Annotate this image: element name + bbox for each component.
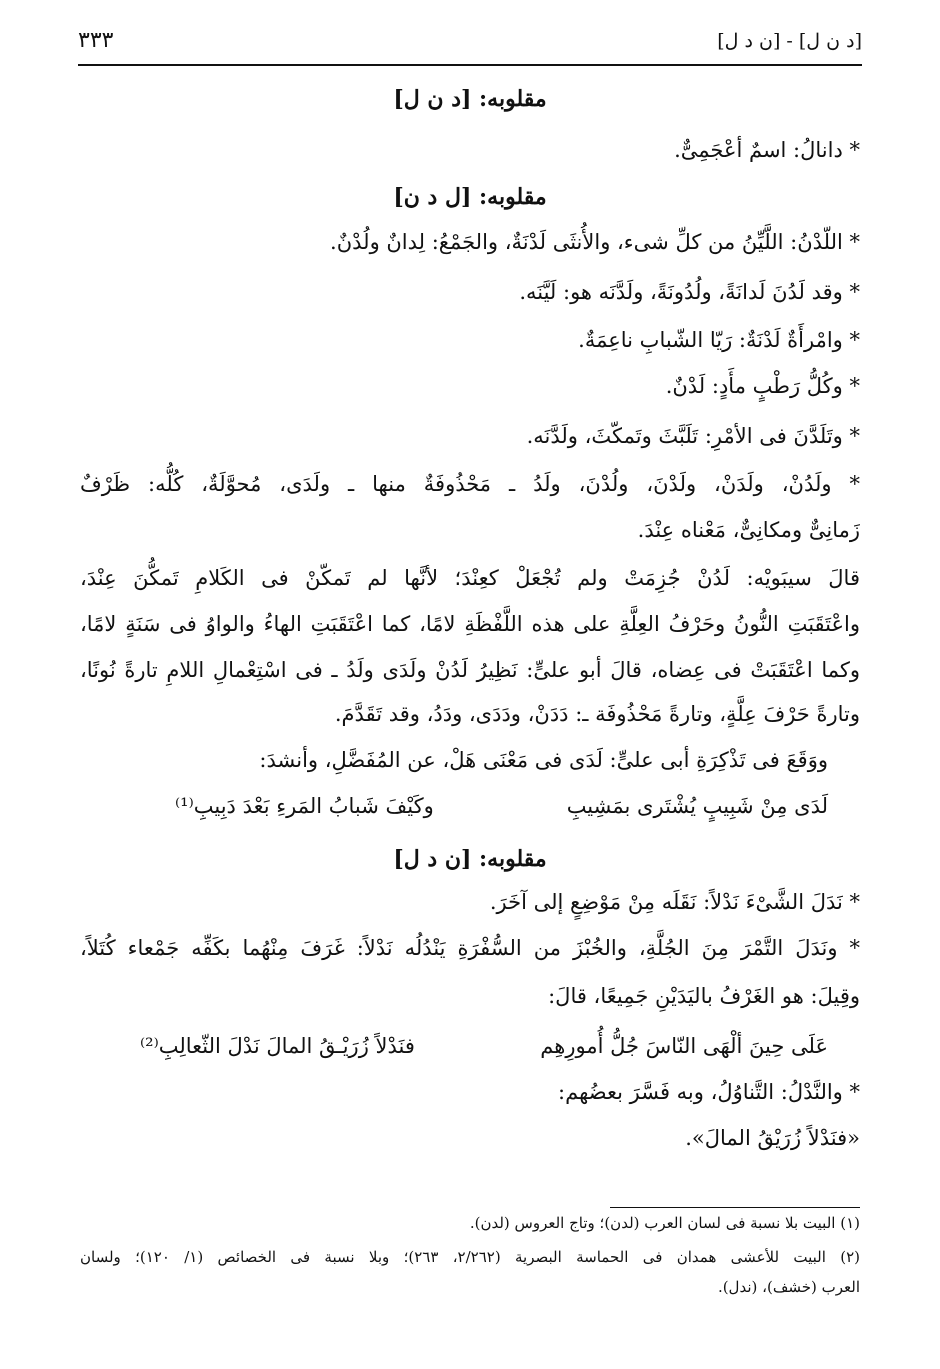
entry-line: * والنَّدْلُ: التَّناوُلُ، وبه فَسَّرَ بعضُهم: bbox=[558, 1080, 860, 1104]
footnote: (١) البيت بلا نسبة فى لسان العرب (لدن)؛ وتاج العروس (لدن). bbox=[469, 1214, 860, 1232]
section-heading: مقلوبه: [ن د ل] bbox=[393, 846, 547, 872]
paragraph-line: وكما اعْتَقَبَتْ فى عِضاه، قالَ أبو علىٍّ: نَظِيرُ لَدُنْ ولَدَى ولَدُ ـ فى اسْتِعْمالِ اللامِ تارةً نُونًا، bbox=[80, 658, 860, 682]
verse-hemistich-second: وكَيْفَ شَبابُ المَرءِ بَعْدَ دَبِيبِ⁽¹⁾ bbox=[175, 794, 434, 818]
verse-hemistich-first: عَلَى حِينَ ألْهَى النّاسَ جُلُّ أُمورِهِم bbox=[540, 1034, 828, 1058]
entry-line: * وامْرأَةٌ لَدْنَةٌ: رَيّا الشّبابِ ناعِمَةٌ. bbox=[578, 328, 860, 352]
section-heading: مقلوبه: [د ن ل] bbox=[393, 86, 547, 112]
entry-line: * وكُلُّ رَطْبٍ مأَدٍ: لَدْنٌ. bbox=[665, 374, 860, 398]
footnote: العرب (خشف)، (ندل). bbox=[717, 1278, 860, 1296]
entry-line: زَمانِىٌّ ومكانِىٌّ، مَعْناه عِنْدَ. bbox=[637, 518, 860, 542]
entry-line: * ولَدُنْ، ولَدَنْ، ولَدْنَ، ولُدْنَ، ولَدُ ـ مَحْذُوفَةٌ منها ـ ولَدَى، مُحوَّلَةٌ، كُلُّه: ظَرْفٌ bbox=[80, 472, 860, 496]
entry-line: «فنَدْلاً زُرَيْقُ المالَ». bbox=[685, 1126, 860, 1150]
paragraph-line: قالَ سيبَويْه: لَدُنْ جُزِمَتْ ولم تُجْعَلْ كعِنْدَ؛ لأنَّها لم تَمكّنْ فى الكَلامِ تَمكُّنَ عِنْدَ، bbox=[80, 566, 860, 590]
footnote: (٢) البيت للأعشى همدان فى الحماسة البصرية (٢/٢٦٢، ٢٦٣)؛ وبلا نسبة فى الخصائص (١/ ١٢٠)؛ ولسان bbox=[80, 1248, 860, 1266]
verse-hemistich-first: لَدَى مِنْ شَبِيبٍ يُشْتَرى بمَشِيبِ bbox=[566, 794, 828, 818]
entry-line: * نَدَلَ الشَّىْءَ نَدْلاً: نَقَلَه مِنْ مَوْضِعٍ إلى آخَرَ. bbox=[489, 890, 860, 914]
paragraph-line: واعْتَقَبَتِ النُّونُ وحَرْفُ العِلَّةِ على هذه اللَّفْظَةِ لامًا، كما اعْتَقَبَتِ الهاءُ والواوُ فى سَنَةٍ لامًا، bbox=[80, 612, 860, 636]
page-number: ٣٣٣ bbox=[78, 28, 114, 53]
entry-line: * اللّدْنُ: اللَّيِّنُ من كلِّ شىء، والأُنثَى لَدْنَةٌ، والجَمْعُ: لِدانٌ ولُدْنٌ. bbox=[330, 230, 860, 254]
verse-hemistich-second: فنَدْلاً زُرَيْـقُ المالَ نَدْلَ الثّعالِبِ⁽²⁾ bbox=[140, 1034, 415, 1058]
paragraph-line: ووَقَعَ فى تَذْكِرَةِ أبى علىٍّ: لَدَى فى مَعْنَى هَلْ، عن المُفَضَّلِ، وأنشدَ: bbox=[259, 748, 828, 772]
footnote-divider bbox=[610, 1207, 860, 1208]
entry-line: * وقد لَدُنَ لَدانَةً، ولُدُونَةً، ولَدَّنَه هو: لَيَّنَه. bbox=[519, 280, 860, 304]
entry-line: وقِيلَ: هو الغَرْفُ باليَدَيْنِ جَمِيعًا، قالَ: bbox=[548, 984, 860, 1008]
entry-line: * وتَلَدَّنَ فى الأمْرِ: تَلَبَّثَ وتَمكّثَ، ولَدَّنَه. bbox=[526, 424, 860, 448]
entry-line: * ونَدَلَ التَّمْرَ مِنَ الجُلَّةِ، والخُبْزَ من السُّفْرَةِ يَنْدُلُه نَدْلاً: غَرَفَ مِنْهُما بكَفِّه جَمْعاء كُتَلاً، bbox=[80, 936, 860, 960]
page-header bbox=[78, 26, 862, 66]
paragraph-line: وتارةً حَرْفَ عِلَّةٍ، وتارةً مَحْذُوفَة ـ: دَدَنْ، ودَدَى، ودَدُ، وقد تَقَدَّمَ. bbox=[334, 702, 860, 726]
entry-line: * دانالُ: اسمٌ أعْجَمِىٌّ. bbox=[674, 138, 860, 162]
section-heading: مقلوبه: [ل د ن] bbox=[393, 184, 547, 210]
running-title: [د ن ل] - [ن د ل] bbox=[717, 30, 862, 52]
